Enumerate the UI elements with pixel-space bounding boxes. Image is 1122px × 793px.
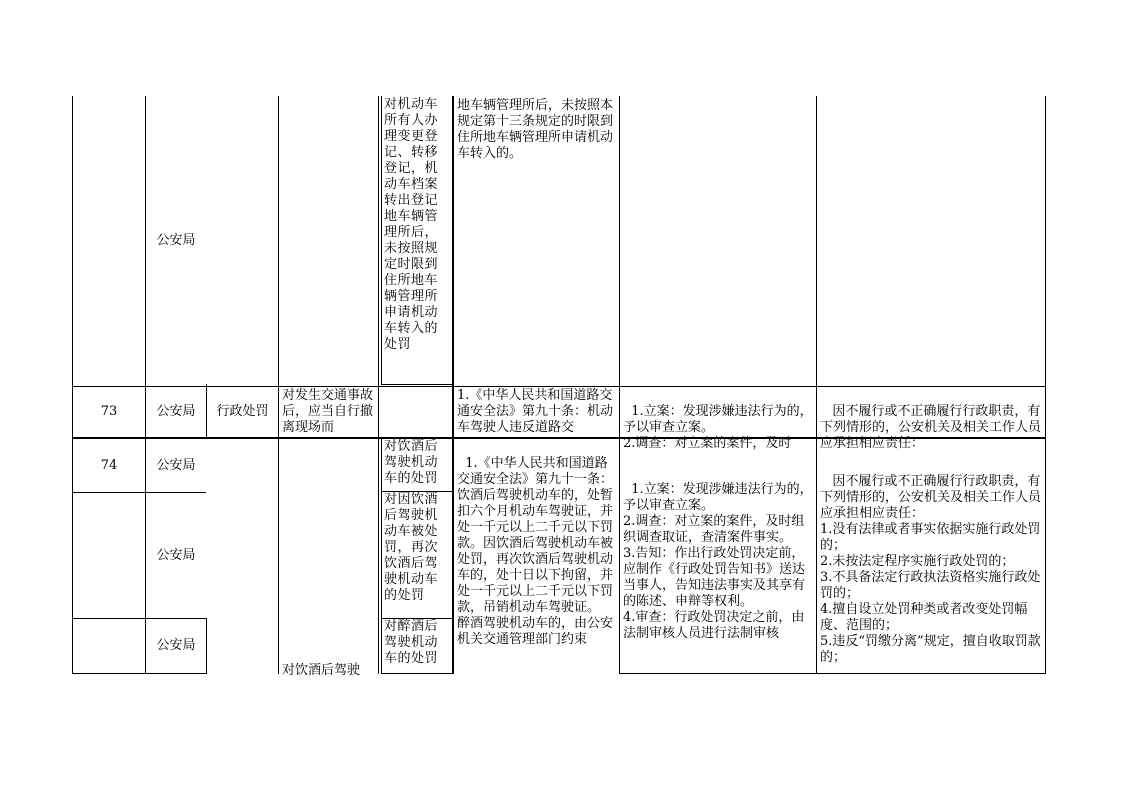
row-dept-cell (146, 387, 206, 437)
grid-line (72, 96, 73, 674)
row-sub-item-cell (382, 619, 452, 673)
dept-text: 公安局 (156, 404, 196, 419)
basis-text: 1.《中华人民共和国道路交通安全法》第九十条：机动车驾驶人违反道路交 (457, 388, 614, 435)
sub-item-text: 对饮酒后驾驶机动车的处罚 (384, 439, 439, 486)
category-text: 行政处罚 (216, 404, 269, 419)
row-category-cell (207, 387, 278, 437)
grid-line (72, 673, 206, 674)
dept-text: 公安局 (156, 547, 196, 563)
dept-text: 公安局 (156, 233, 196, 248)
row-liability-cell (817, 457, 1045, 673)
grid-line (381, 673, 452, 674)
grid-line (816, 673, 1045, 674)
row-process-cell (620, 387, 816, 451)
row-basis-cell (454, 387, 619, 437)
row-item-cell (279, 387, 378, 437)
sub-item-text: 对机动车所有人办理变更登记、转移登记，机动车档案转出登记地车辆管理所后，未按照规定时限到住所地车辆管理所申请机动车转入的处罚 (384, 97, 439, 352)
row-dept-cell (146, 97, 206, 385)
basis-text: 地车辆管理所后，未按照本规定第十三条规定的时限到住所地车辆管理所申请机动车转入的。 (457, 98, 614, 161)
row-number: 73 (100, 404, 118, 419)
grid-line (206, 618, 207, 674)
row-sub-item-cell (382, 439, 452, 491)
liability-text: 因不履行或不正确履行行政职责，有下列情形的，公安机关及相关工作人员应承担相应责任： (820, 404, 1042, 451)
basis-text: 1.《中华人民共和国道路交通安全法》第九十一条：饮酒后驾驶机动车的，处暂扣六个月机动车驾驶证，并处一千元以上二千元以下罚款。因饮酒后驾驶机动车被处罚，再次饮酒后驾驶机动车的，处十日以下拘留，并处一千元以上二千元以下罚款，吊销机动车驾驶证。 醉酒驾驶机动车的，由公安机关交通管理部门约束 (457, 456, 614, 647)
grid-line (278, 96, 279, 674)
liability-text: 因不履行或不正确履行行政职责，有下列情形的，公安机关及相关工作人员应承担相应责任： 1.没有法律或者事实依据实施行政处罚的； 2.未按法定程序实施行政处罚的； 3.不具备法定行政执法资格实施行政处罚的； 4.擅自设立处罚种类或者改变处罚幅度、范围的； 5.违反“罚缴分离”规定，擅自收取罚款的； (820, 474, 1042, 665)
item-text: 对饮酒后驾驶 (282, 663, 361, 678)
grid-line (378, 96, 379, 674)
process-text: 1.立案：发现涉嫌违法行为的，予以审查立案。 2.调查：对立案的案件，及时组织调查取证，查清案件事实。 3.告知：作出行政处罚决定前，应制作《行政处罚告知书》送达当事人，告知违法事实及其享有的陈述、申辩等权利。 4.审查：行政处罚决定之前，由法制审核人员进行法制审核 (623, 482, 813, 641)
grid-line (1045, 96, 1046, 674)
grid-line (619, 673, 816, 674)
item-text: 对发生交通事故后，应当自行撤离现场而 (282, 388, 374, 435)
row-dept-cell (146, 493, 206, 618)
row-number: 74 (100, 457, 118, 473)
row-liability-cell (817, 387, 1045, 451)
dept-text: 公安局 (156, 638, 196, 653)
row-dept-cell (146, 619, 206, 673)
grid-line (381, 384, 452, 385)
row-no-cell (73, 439, 145, 492)
row-dept-cell (146, 439, 206, 492)
row-basis-cell (454, 439, 619, 673)
sub-item-text: 对因饮酒后驾驶机动车被处罚，再次饮酒后驾驶机动车的处罚 (384, 492, 439, 603)
row-sub-item-cell (382, 492, 452, 618)
dept-text: 公安局 (156, 457, 196, 473)
row-process-cell (620, 465, 816, 673)
process-text: 1.立案：发现涉嫌违法行为的，予以审查立案。 2.调查：对立案的案件，及时 (623, 404, 813, 451)
row-item-cell (279, 662, 378, 678)
sub-item-text: 对醉酒后驾驶机动车的处罚 (384, 619, 439, 666)
row-basis-cell (454, 97, 619, 384)
row-sub-item-cell (382, 97, 452, 384)
row-no-cell (73, 387, 145, 437)
